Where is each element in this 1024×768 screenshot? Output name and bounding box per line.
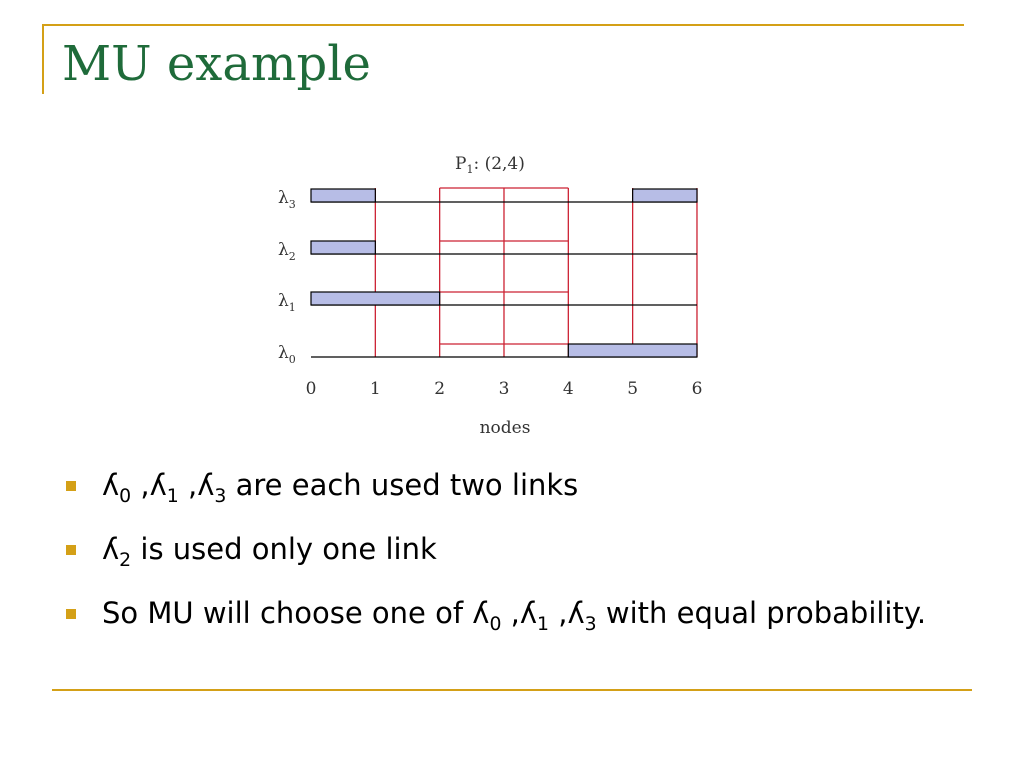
- bullet-text-part: So MU will choose one of ʎ: [102, 595, 490, 630]
- bullet-marker: [66, 481, 76, 491]
- bullet-text-part: ,ʎ: [501, 595, 538, 630]
- wavelength-diagram-svg: [270, 145, 730, 445]
- bullet-text-part: ,ʎ: [549, 595, 585, 630]
- bullet-subscript: 3: [584, 613, 597, 635]
- bullet-subscript: 2: [119, 549, 132, 571]
- wavelength-diagram: [270, 145, 730, 449]
- x-tick-label: 4: [562, 379, 574, 399]
- bullet-item: [62, 466, 942, 516]
- wavelength-symbol: λ: [278, 240, 289, 260]
- bullet-subscript: 1: [166, 485, 179, 507]
- wavelength-label: [278, 343, 296, 366]
- wavelength-subscript: 2: [288, 250, 296, 263]
- bullet-text: [102, 531, 437, 571]
- bullet-text-part: ,ʎ: [131, 468, 167, 502]
- bullet-subscript: 0: [119, 485, 132, 507]
- slide-title: MU example: [62, 36, 371, 92]
- bullet-text-part: ,ʎ: [178, 468, 215, 502]
- bullet-marker: [66, 609, 76, 619]
- bullet-text-part: ʎ: [102, 531, 120, 566]
- top-rule: [42, 24, 964, 26]
- wavelength-symbol: λ: [278, 343, 289, 363]
- bullet-item: [62, 594, 942, 644]
- used-link-bar: [568, 344, 697, 357]
- bullet-subscript: 3: [214, 485, 227, 507]
- path-label: $P_1$: (2,4): [455, 154, 525, 176]
- used-link-bar: [311, 189, 375, 202]
- wavelength-label: [278, 240, 296, 263]
- x-tick-label: 6: [691, 379, 703, 399]
- used-link-bar: [633, 189, 697, 202]
- wavelength-subscript: 1: [288, 301, 296, 314]
- wavelength-symbol: λ: [278, 291, 289, 311]
- x-tick-label: 1: [369, 379, 381, 399]
- bullet-item: [62, 530, 942, 580]
- bullet-text: [102, 468, 579, 507]
- wavelength-subscript: 0: [288, 353, 296, 366]
- bullet-list: [62, 466, 942, 657]
- wavelength-label: [278, 291, 296, 314]
- bullet-marker: [66, 545, 76, 555]
- used-link-bar: [311, 292, 440, 305]
- bullet-text-part: is used only one link: [131, 531, 437, 566]
- bullet-text-part: with equal probability.: [596, 595, 927, 630]
- bullet-text-part: are each used two links: [226, 468, 579, 502]
- x-axis-label: nodes: [479, 418, 531, 438]
- bullet-text: [102, 595, 927, 635]
- x-tick-label: 2: [434, 379, 446, 399]
- wavelength-label: [278, 188, 296, 211]
- x-tick-label: 0: [305, 379, 317, 399]
- wavelength-symbol: λ: [278, 188, 289, 208]
- wavelength-subscript: 3: [288, 198, 296, 211]
- bottom-rule: [52, 689, 972, 691]
- bullet-subscript: 0: [489, 613, 502, 635]
- bullet-subscript: 1: [537, 613, 550, 635]
- used-link-bar: [311, 241, 375, 254]
- x-tick-label: 5: [627, 379, 639, 399]
- x-tick-label: 3: [498, 379, 510, 399]
- left-rule: [42, 24, 44, 94]
- bullet-text-part: ʎ: [102, 468, 120, 502]
